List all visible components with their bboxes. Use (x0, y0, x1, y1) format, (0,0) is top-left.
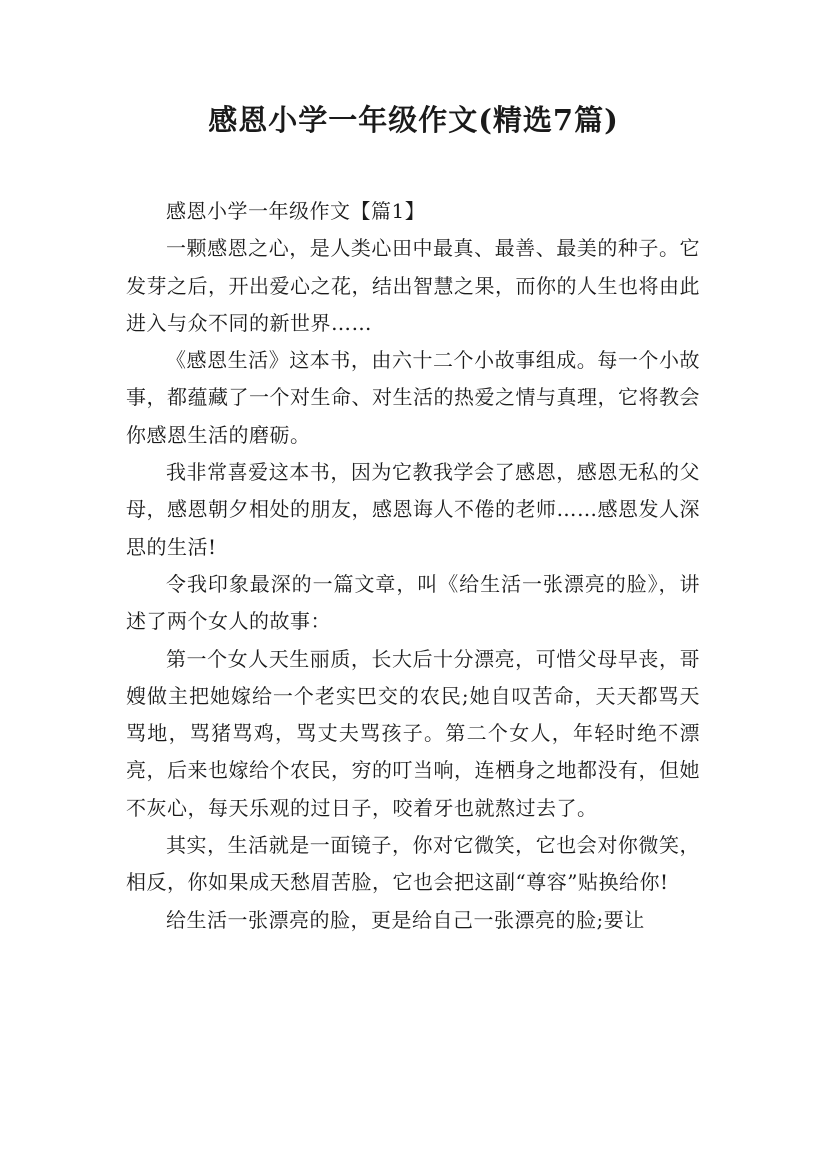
paragraph: 一颗感恩之心，是人类心田中最真、最善、最美的种子。它发芽之后，开出爱心之花，结出智慧之果，而你的人生也将由此进入与众不同的新世界…… (126, 236, 700, 335)
paragraph: 给生活一张漂亮的脸，更是给自己一张漂亮的脸;要让 (166, 907, 645, 932)
paragraph: 我非常喜爱这本书，因为它教我学会了感恩，感恩无私的父母，感恩朝夕相处的朋友，感恩诲人不倦的老师……感恩发人深思的生活! (126, 460, 700, 559)
paragraph: 《感恩生活》这本书，由六十二个小故事组成。每一个小故事，都蕴藏了一个对生命、对生活的热爱之情与真理，它将教会你感恩生活的磨砺。 (126, 348, 700, 447)
document-body (126, 193, 700, 939)
document-title: 感恩小学一年级作文(精选7篇) (208, 103, 619, 137)
paragraph: 其实，生活就是一面镜子，你对它微笑，它也会对你微笑，相反，你如果成天愁眉苦脸，它也会把这副“尊容”贴换给你! (126, 833, 700, 895)
paragraph: 令我印象最深的一篇文章，叫《给生活一张漂亮的脸》，讲述了两个女人的故事： (126, 571, 700, 634)
section-heading: 感恩小学一年级作文【篇1】 (166, 199, 426, 223)
paragraph: 第一个女人天生丽质，长大后十分漂亮，可惜父母早丧，哥嫂做主把她嫁给一个老实巴交的农民;她自叹苦命，天天都骂天骂地，骂猪骂鸡，骂丈夫骂孩子。第二个女人，年轻时绝不漂亮，后来也嫁给个农民，穷的叮当响，连栖身之地都没有，但她不灰心，每天乐观的过日子，咬着牙也就熬过去了。 (126, 646, 700, 820)
